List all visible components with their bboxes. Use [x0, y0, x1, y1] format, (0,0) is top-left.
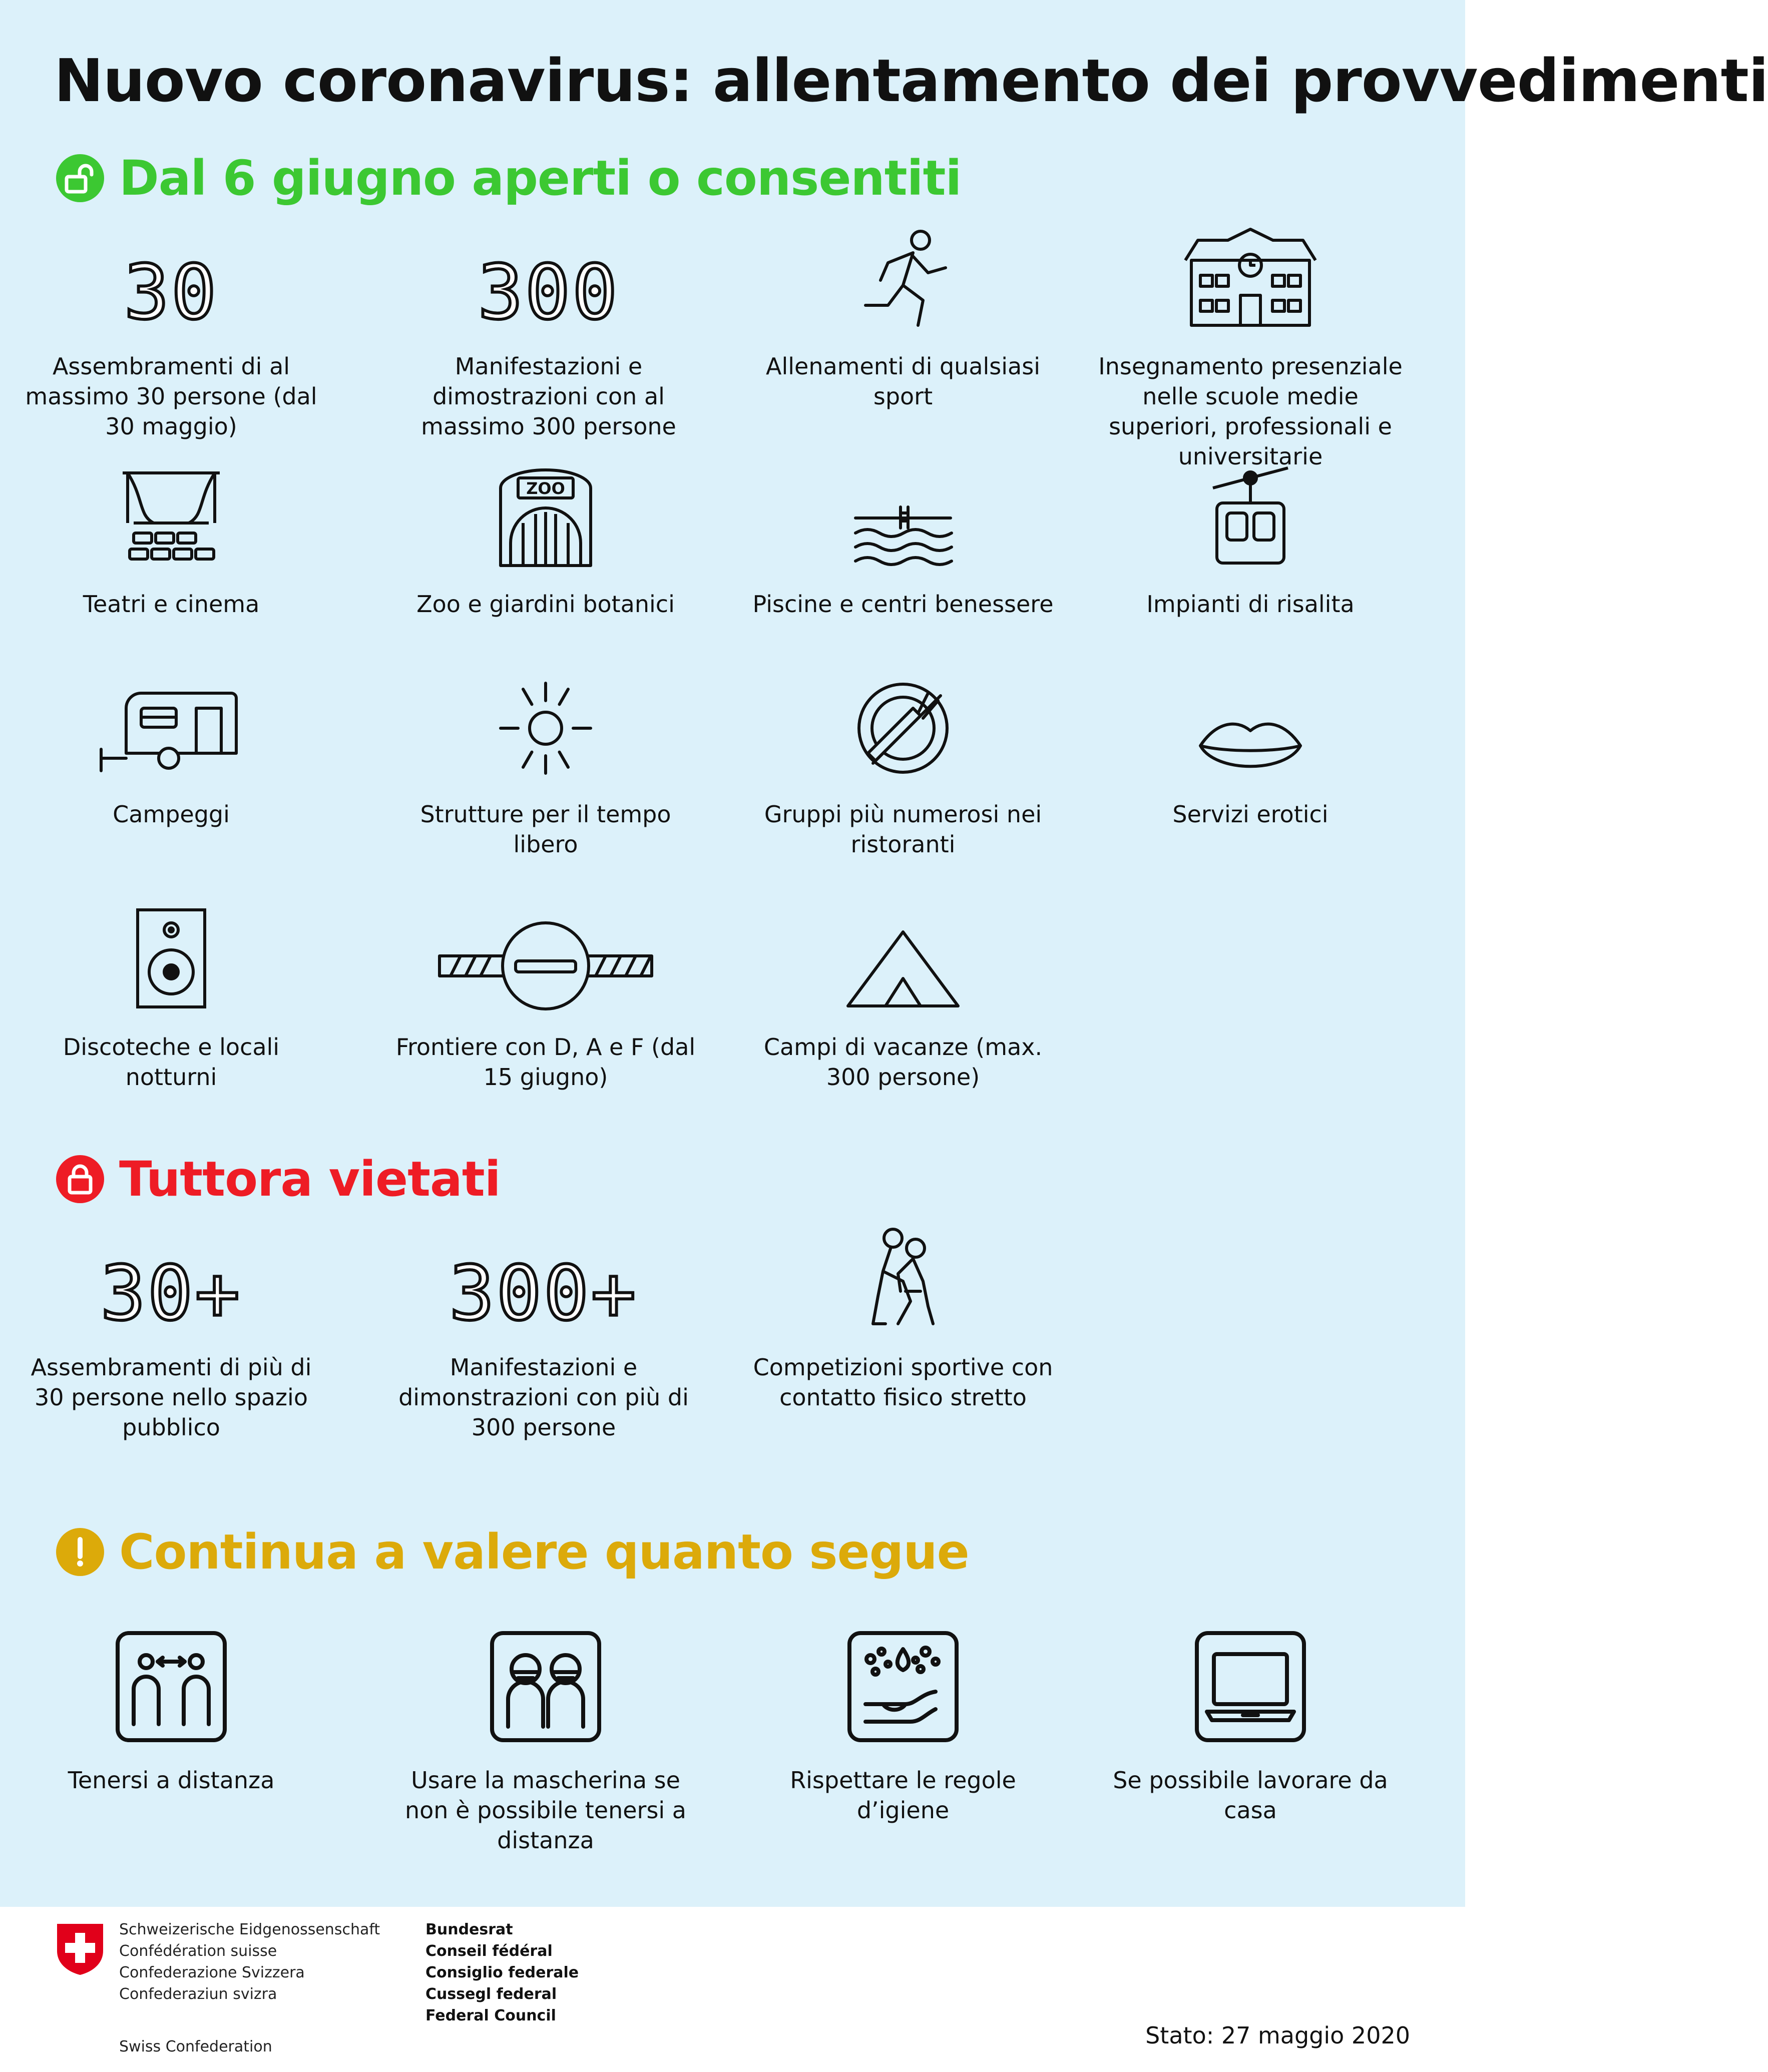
item-label: Tenersi a distanza: [68, 1767, 275, 1794]
item-label: Manifestazioni e dimonstrazioni con più di 300 persone: [398, 1354, 689, 1441]
status-date: Stato: 27 maggio 2020: [1145, 2022, 1410, 2049]
item-label: Competizioni sportive con contatto fisico stretto: [753, 1354, 1053, 1411]
council-en: Federal Council: [425, 2007, 556, 2024]
item-label: Discoteche e locali notturni: [63, 1033, 280, 1091]
unlock-icon: [56, 154, 104, 202]
item-label: Frontiere con D, A e F (dal 15 giugno): [395, 1033, 696, 1091]
item-label: Insegnamento presenziale nelle scuole medie superiori, professionali e universitarie: [1098, 353, 1403, 470]
item-label: Manifestazioni e dimostrazioni con al massimo 300 persone: [421, 353, 676, 440]
item-label: Servizi erotici: [1172, 801, 1329, 828]
distance-icon: [114, 1629, 229, 1744]
item-keep-distance: [16, 1509, 326, 1795]
item-zoo: [390, 453, 701, 619]
item-sports-training: [748, 215, 1058, 411]
council-de: Bundesrat: [425, 1921, 513, 1938]
council-fr: Conseil fédéral: [425, 1942, 553, 1960]
federal-council-names: [425, 1919, 579, 2026]
page-title: Nuovo coronavirus: allentamento dei provvedimenti: [54, 46, 1768, 115]
number-30: 30: [124, 249, 219, 336]
section-rules-title: Continua a valere quanto segue: [119, 1524, 969, 1580]
confederation-names: [119, 1919, 380, 2005]
item-leisure-facilities: [390, 663, 701, 859]
item-events-300plus: [388, 1216, 699, 1442]
confederation-fr: Confédération suisse: [119, 1942, 277, 1960]
laptop-icon: [1193, 1629, 1308, 1744]
confederation-rm: Confederaziun svizra: [119, 1985, 277, 2003]
item-assembly-30: [16, 215, 326, 441]
item-label: Teatri e cinema: [83, 591, 260, 618]
number-300: 300: [478, 249, 620, 336]
item-label: Assembramenti di al massimo 30 persone (dal 30 maggio): [25, 353, 317, 440]
lock-icon: [56, 1155, 104, 1203]
zoo-gate-icon: [496, 468, 596, 568]
item-label: Rispettare le regole d’igiene: [790, 1767, 1016, 1824]
section-open-title: Dal 6 giugno aperti o consentiti: [119, 150, 962, 206]
council-it: Consiglio federale: [425, 1964, 579, 1981]
item-erotic-services: [1095, 663, 1406, 829]
speaker-icon: [134, 906, 209, 1011]
runner-icon: [853, 225, 953, 330]
plate-cutlery-icon: [853, 678, 953, 778]
item-label: Assembramenti di più di 30 persone nello spazio pubblico: [31, 1354, 312, 1441]
swiss-confederation-en: Swiss Confederation: [119, 2038, 272, 2055]
item-mask: [390, 1509, 701, 1855]
number-30-plus: 30+: [100, 1250, 242, 1337]
theater-stage-icon: [119, 468, 224, 568]
tent-icon: [843, 926, 963, 1011]
item-assembly-30plus: [16, 1216, 326, 1442]
council-rm: Cussegl federal: [425, 1985, 557, 2003]
item-label: Gruppi più numerosi nei ristoranti: [764, 801, 1042, 858]
caravan-icon: [96, 688, 246, 778]
item-holiday-camps: [748, 896, 1058, 1092]
wrestling-icon: [863, 1226, 943, 1331]
border-barrier-icon: [435, 921, 656, 1011]
swiss-cross-icon: [55, 1922, 105, 1976]
footer: [0, 1907, 1465, 2072]
section-forbidden-title: Tuttora vietati: [119, 1151, 501, 1207]
item-home-office: [1095, 1509, 1406, 1825]
item-label: Piscine e centri benessere: [752, 591, 1054, 618]
item-school-teaching: [1095, 215, 1406, 471]
item-label: Campi di vacanze (max. 300 persone): [763, 1033, 1043, 1091]
school-building-icon: [1180, 225, 1320, 330]
confederation-it: Confederazione Svizzera: [119, 1964, 305, 1981]
item-campsites: [16, 663, 326, 829]
item-restaurants: [748, 663, 1058, 859]
hand-wash-icon: [845, 1629, 961, 1744]
lips-icon: [1195, 713, 1305, 778]
item-label: Usare la mascherina se non è possibile tenersi a distanza: [405, 1767, 686, 1854]
item-hygiene: [748, 1509, 1058, 1825]
cable-car-icon: [1208, 463, 1293, 568]
swimming-pool-icon: [850, 493, 956, 568]
item-discos: [16, 896, 326, 1092]
item-label: Zoo e giardini botanici: [416, 591, 675, 618]
item-borders: [390, 896, 701, 1092]
item-contact-sports: [748, 1216, 1058, 1412]
section-forbidden-header: [56, 1151, 501, 1207]
number-300-plus: 300+: [449, 1250, 638, 1337]
item-label: Strutture per il tempo libero: [420, 801, 671, 858]
item-label: Campeggi: [113, 801, 230, 828]
confederation-de: Schweizerische Eidgenossenschaft: [119, 1921, 380, 1938]
item-label: Se possibile lavorare da casa: [1113, 1767, 1388, 1824]
mask-icon: [488, 1629, 603, 1744]
item-swimming-pools: [748, 453, 1058, 619]
item-ski-lifts: [1095, 453, 1406, 619]
zoo-sign-text: ZOO: [526, 479, 565, 498]
item-label: Impianti di risalita: [1146, 591, 1355, 618]
item-theaters: [16, 453, 326, 619]
sun-icon: [496, 678, 596, 778]
item-events-300: [393, 215, 704, 441]
item-label: Allenamenti di qualsiasi sport: [766, 353, 1040, 410]
section-open-header: [56, 150, 961, 206]
